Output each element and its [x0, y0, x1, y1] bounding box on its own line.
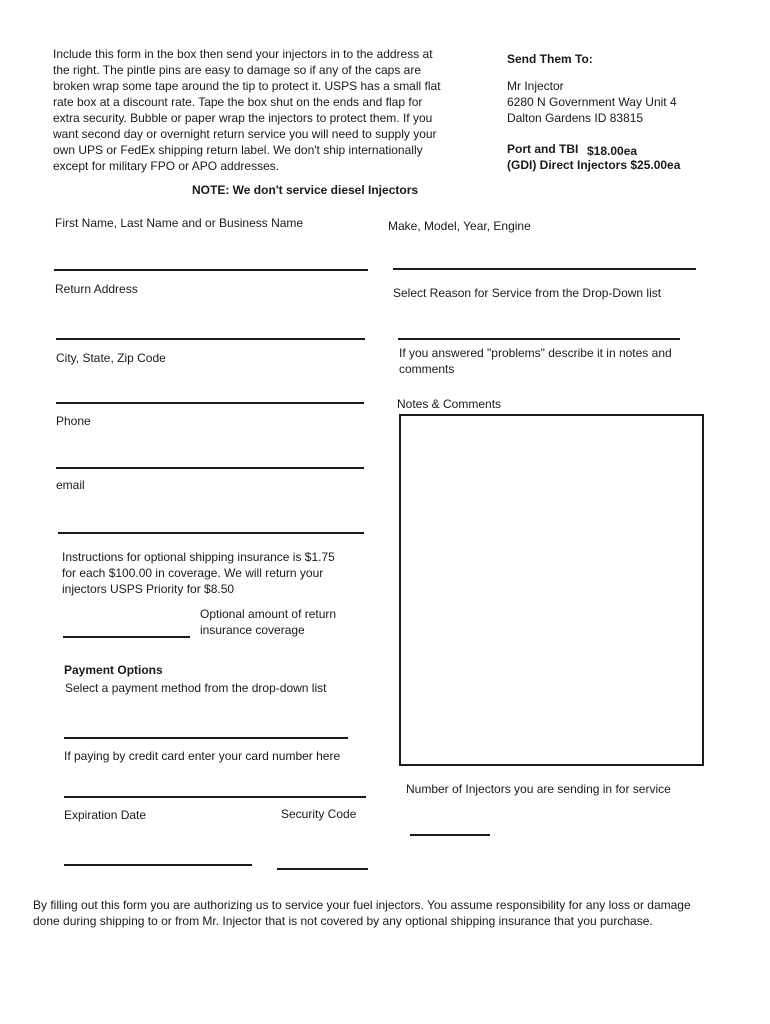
notes-label: Notes & Comments — [397, 397, 502, 411]
card-number-field[interactable] — [64, 796, 366, 798]
price-gdi: (GDI) Direct Injectors $25.00ea — [507, 158, 681, 172]
optional-insurance-label-line: Optional amount of return — [200, 607, 337, 621]
address-label: Return Address — [55, 282, 138, 296]
intro-line: extra security. Bubble or paper wrap the injectors to protect them. If you — [53, 111, 433, 125]
vehicle-field[interactable] — [393, 268, 696, 270]
injector-count-label: Number of Injectors you are sending in for service — [406, 782, 671, 796]
expiration-label: Expiration Date — [64, 808, 147, 822]
reason-select[interactable] — [398, 338, 680, 340]
send-to-heading: Send Them To: — [507, 52, 593, 66]
problems-label-line: comments — [399, 362, 455, 376]
phone-field[interactable] — [56, 467, 364, 469]
intro-line: the right. The pintle pins are easy to damage so if any of the caps are — [53, 63, 421, 77]
intro-paragraph — [53, 46, 441, 174]
problems-label-line: If you answered "problems" describe it in notes and — [399, 346, 672, 360]
injector-count-field[interactable] — [410, 834, 490, 836]
notes-textarea[interactable] — [399, 414, 704, 766]
footer-authorization-line: By filling out this form you are authorizing us to service your fuel injectors. You assume responsibility for any loss or damage — [33, 898, 691, 912]
city-label: City, State, Zip Code — [56, 351, 166, 365]
recipient-street: 6280 N Government Way Unit 4 — [507, 95, 677, 109]
security-code-field[interactable] — [277, 868, 368, 870]
reason-label: Select Reason for Service from the Drop-Down list — [393, 286, 662, 300]
address-field[interactable] — [56, 338, 365, 340]
optional-insurance-label-line: insurance coverage — [200, 623, 305, 637]
insurance-instructions-line: injectors USPS Priority for $8.50 — [62, 582, 235, 596]
price-port-tbi-value: $18.00ea — [587, 144, 638, 158]
name-label: First Name, Last Name and or Business Name — [55, 216, 304, 230]
expiration-field[interactable] — [64, 864, 252, 866]
payment-method-label: Select a payment method from the drop-down list — [65, 681, 327, 695]
phone-label: Phone — [56, 414, 91, 428]
intro-line: own UPS or FedEx shipping return label. We don't ship internationally — [53, 143, 423, 157]
card-number-label: If paying by credit card enter your card number here — [64, 749, 341, 763]
intro-line: rate box at a discount rate. Tape the box shut on the ends and flap for — [53, 95, 423, 109]
payment-method-select[interactable] — [64, 737, 348, 739]
payment-options-heading: Payment Options — [64, 663, 163, 677]
email-field[interactable] — [58, 532, 364, 534]
footer-authorization-line: done during shipping to or from Mr. Injector that is not covered by any optional shipping insurance that you purchase. — [33, 914, 653, 928]
vehicle-label: Make, Model, Year, Engine — [388, 219, 531, 233]
intro-line: Include this form in the box then send your injectors in to the address at — [53, 47, 433, 61]
email-label: email — [56, 478, 85, 492]
name-field[interactable] — [54, 269, 368, 271]
security-code-label: Security Code — [281, 807, 357, 821]
insurance-instructions-line: for each $100.00 in coverage. We will return your — [62, 566, 324, 580]
diesel-note: NOTE: We don't service diesel Injectors — [192, 183, 419, 197]
city-field[interactable] — [56, 402, 364, 404]
insurance-instructions-line: Instructions for optional shipping insurance is $1.75 — [62, 550, 335, 564]
insurance-amount-field[interactable] — [63, 636, 190, 638]
price-port-tbi-label: Port and TBI — [507, 142, 579, 156]
intro-line: want second day or overnight return service you will need to supply your — [53, 127, 437, 141]
intro-line: except for military FPO or APO addresses. — [53, 159, 280, 173]
recipient-city: Dalton Gardens ID 83815 — [507, 111, 644, 125]
intro-line: broken wrap some tape around the tip to protect it. USPS has a small flat — [53, 79, 441, 93]
recipient-name: Mr Injector — [507, 79, 564, 93]
